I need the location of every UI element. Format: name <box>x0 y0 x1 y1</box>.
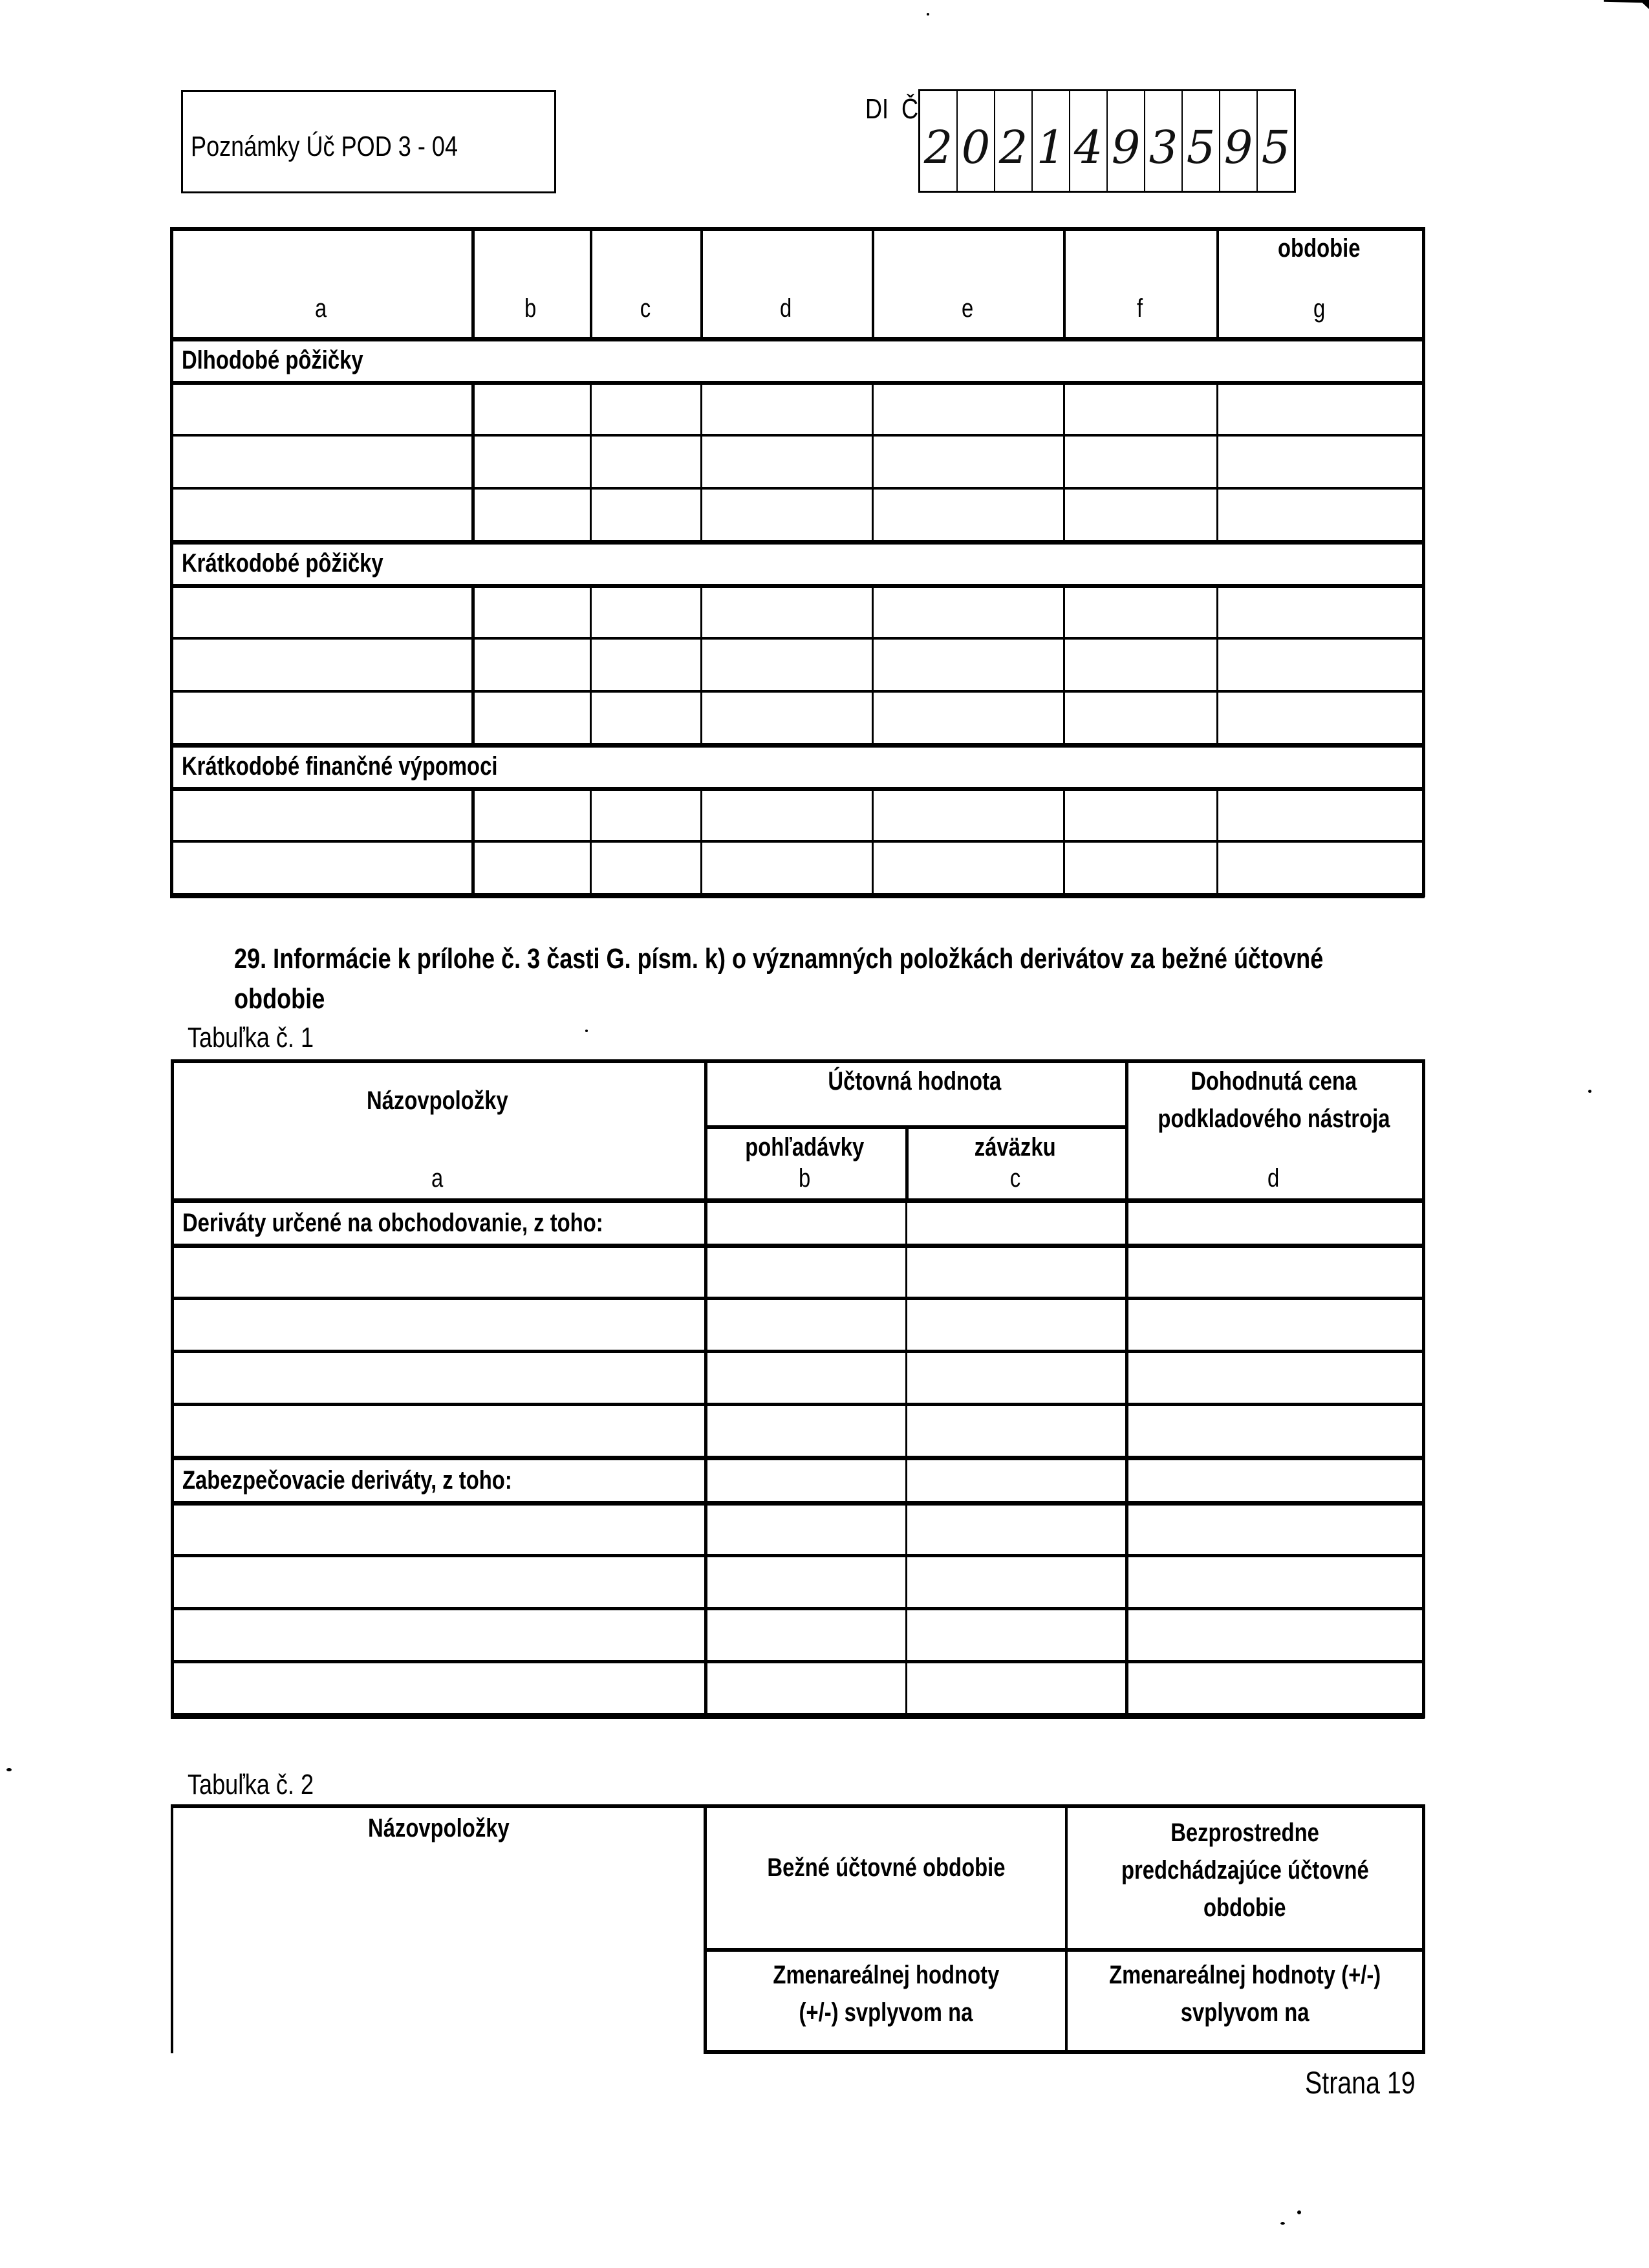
table2-caption-text: Tabuľka č. 2 <box>188 1769 314 1800</box>
table1-cell[interactable] <box>1128 1559 1420 1605</box>
table1-group-header-text: Účtovná hodnota <box>828 1067 1002 1096</box>
loans-table-row-border <box>170 690 1425 693</box>
dic-label-line2: Č <box>901 93 919 125</box>
form-label: Poznámky Úč POD 3 - 04 <box>191 131 458 162</box>
loans-table-cell[interactable] <box>875 844 1061 892</box>
loans-table-col-g-header-text: obdobie <box>1278 234 1361 263</box>
table1-col-border <box>905 1350 907 1403</box>
loans-table-row-border <box>170 637 1425 640</box>
loans-table-col-border <box>700 584 702 637</box>
loans-table-col-border <box>872 690 874 743</box>
loans-table-col-d <box>700 294 872 323</box>
loans-table-cell[interactable] <box>1066 438 1214 486</box>
loans-table-cell[interactable] <box>173 791 469 839</box>
table1-col-border <box>905 1660 907 1713</box>
table2-col-b-subheader <box>707 1956 1065 2031</box>
table2-col-c-subheader <box>1068 1956 1422 2031</box>
loans-table-row-border <box>170 840 1425 843</box>
loans-table-col-border <box>872 434 874 487</box>
page-number <box>1305 2066 1439 2101</box>
loans-table-section-border <box>170 540 1425 545</box>
table1-row-border <box>171 1660 1425 1663</box>
loans-table-section-border <box>170 337 1425 341</box>
table1-cell[interactable] <box>707 1301 903 1348</box>
table1-cell[interactable] <box>174 1407 702 1454</box>
loans-table-col-border <box>700 637 702 690</box>
loans-table-col-border <box>1063 381 1065 434</box>
table1-cell[interactable] <box>174 1506 702 1552</box>
loans-table-col-border <box>1216 787 1218 840</box>
loans-table-col-border <box>1063 584 1065 637</box>
loans-table-row-border <box>170 487 1425 490</box>
table1-top-border <box>171 1059 1425 1063</box>
loans-table-col-border <box>590 840 592 893</box>
table1-cell[interactable] <box>909 1204 1123 1242</box>
table1-col-c-header <box>905 1133 1125 1162</box>
table2-col-b-header-text: Bežné účtovné obdobie <box>766 1853 1006 1882</box>
loans-table-col-border <box>1216 434 1218 487</box>
dic-digit-cell[interactable] <box>956 91 994 191</box>
table1-cell[interactable] <box>707 1204 903 1242</box>
table1-col-b-header-text: pohľadávky <box>745 1133 865 1161</box>
loans-table-cell[interactable] <box>475 641 588 689</box>
loans-table-cell[interactable] <box>173 385 469 433</box>
table1-cell[interactable] <box>1128 1204 1420 1242</box>
loans-table-top-border <box>170 227 1425 231</box>
dic-digit-cell[interactable] <box>1069 91 1106 191</box>
loans-table-col-e <box>872 294 1063 323</box>
table1-cell[interactable] <box>1128 1354 1420 1401</box>
table2-col-c-sub-line1: Zmenareálnej hodnoty (+/-) <box>1108 1961 1381 1989</box>
table1-cell[interactable] <box>909 1461 1123 1500</box>
loans-table-section-title-text: Krátkodobé finančné výpomoci <box>182 752 498 781</box>
table1-cell[interactable] <box>707 1407 903 1454</box>
table1-cell[interactable] <box>707 1612 903 1658</box>
table1-col-a-header-text: Názovpoložky <box>367 1086 508 1115</box>
section29-heading-text: 29. Informácie k prílohe č. 3 časti G. písm. k) o významných položkách derivátov za bežné účtovné <box>234 943 1324 975</box>
loans-table-cell[interactable] <box>1066 694 1214 742</box>
loans-table-cell[interactable] <box>1220 641 1420 689</box>
table1-row-border <box>171 1554 1425 1557</box>
loans-table-left-border <box>170 227 173 897</box>
table1-cell[interactable] <box>1128 1665 1420 1711</box>
table1-cell[interactable] <box>909 1559 1123 1605</box>
loans-table-col-border <box>700 840 702 893</box>
table1-col-d-header-line1-text: Dohodnutá cena <box>1191 1067 1357 1096</box>
loans-table-col-border <box>872 787 874 840</box>
table2-caption <box>188 1769 341 1801</box>
loans-table-cell[interactable] <box>173 438 469 486</box>
scan-speck <box>1297 2210 1301 2214</box>
loans-table-section-title <box>182 346 764 375</box>
loans-table-col-border <box>1216 381 1218 434</box>
table2-bottom-border <box>704 2050 1425 2054</box>
loans-table-cell[interactable] <box>1066 844 1214 892</box>
table1-col-border <box>905 1297 907 1350</box>
scan-speck <box>927 13 929 16</box>
loans-table-section-title <box>182 752 764 781</box>
table2-col-b-sub-line2: (+/-) svplyvom na <box>799 1998 973 2027</box>
table1-group-header <box>704 1067 1125 1096</box>
loans-table-cell[interactable] <box>1066 588 1214 636</box>
loans-table-cell[interactable] <box>704 491 870 539</box>
dic-digit: 0 <box>961 121 991 174</box>
table1-cell[interactable] <box>1128 1407 1420 1454</box>
table1-section-border <box>171 1198 1425 1203</box>
table1-section-title <box>182 1209 700 1238</box>
loans-table-col-c <box>590 294 700 323</box>
loans-table-col-border <box>1063 840 1065 893</box>
loans-table-cell[interactable] <box>593 438 698 486</box>
table1-col-border <box>905 1403 907 1456</box>
table1-col-border <box>905 1554 907 1607</box>
table1-row-border <box>171 1403 1425 1406</box>
table1-row-border <box>171 1501 1425 1506</box>
table1-cell[interactable] <box>1128 1248 1420 1295</box>
loans-table-cell[interactable] <box>1220 438 1420 486</box>
dic-digit: 2 <box>998 121 1028 174</box>
dic-digit: 9 <box>1223 121 1253 174</box>
form-label-box <box>181 90 556 193</box>
table1-cell[interactable] <box>707 1559 903 1605</box>
table1-col-b-header <box>704 1133 905 1162</box>
table1-cell[interactable] <box>909 1506 1123 1552</box>
table1-col-border <box>905 1501 907 1554</box>
loans-table-cell[interactable] <box>475 385 588 433</box>
dic-digit: 2 <box>923 121 953 174</box>
table1-cell[interactable] <box>1128 1506 1420 1552</box>
table1-section-title-text: Deriváty určené na obchodovanie, z toho: <box>182 1209 603 1237</box>
section29-heading-line1 <box>234 943 1562 975</box>
table1-group-border <box>704 1125 1125 1129</box>
dic-digit-cell[interactable] <box>1106 91 1144 191</box>
section29-heading-text2: obdobie <box>234 983 325 1015</box>
loans-table-cell[interactable] <box>475 588 588 636</box>
loans-table-col-g-text: g <box>1313 294 1326 323</box>
loans-table-cell[interactable] <box>1066 791 1214 839</box>
loans-table-col-c-text: c <box>640 294 651 323</box>
loans-table-col-border <box>1216 840 1218 893</box>
page-number-text: Strana 19 <box>1305 2066 1416 2101</box>
loans-table-cell[interactable] <box>704 694 870 742</box>
dic-digit: 1 <box>1036 121 1066 174</box>
scan-corner-mark <box>1604 0 1649 9</box>
dic-digit: 4 <box>1073 121 1103 174</box>
table1-row-border <box>171 1244 1425 1248</box>
loans-table-cell[interactable] <box>475 791 588 839</box>
dic-label-line1: DI <box>865 93 889 125</box>
loans-table-col-border <box>1216 637 1218 690</box>
loans-table-cell[interactable] <box>704 385 870 433</box>
table2-col-c-sub-line2: svplyvom na <box>1180 1998 1310 2027</box>
table1-col-border <box>905 1607 907 1660</box>
table2-right-border <box>1422 1804 1425 2053</box>
loans-table-cell[interactable] <box>173 491 469 539</box>
loans-table-section-title-text: Dlhodobé pôžičky <box>182 346 363 374</box>
loans-table-cell[interactable] <box>1220 588 1420 636</box>
table2-col-c-header-line2: predchádzajúce účtovné <box>1121 1856 1369 1885</box>
table2-col-b-sub-line1: Zmenareálnej hodnoty <box>773 1961 999 1989</box>
table1-cell[interactable] <box>1128 1612 1420 1658</box>
loans-table-col-border <box>872 840 874 893</box>
table1-cell[interactable] <box>707 1506 903 1552</box>
table2-col-b-header <box>707 1853 1065 1883</box>
table1-caption-text: Tabuľka č. 1 <box>188 1022 314 1053</box>
table1-cell[interactable] <box>1128 1301 1420 1348</box>
table1-col-b-letter <box>704 1164 905 1193</box>
table1-section-title <box>182 1466 700 1495</box>
loans-table-cell[interactable] <box>704 844 870 892</box>
loans-table-cell[interactable] <box>1220 694 1420 742</box>
table1-col-c-header-text: záväzku <box>975 1133 1056 1161</box>
table1-cell[interactable] <box>909 1248 1123 1295</box>
loans-table-col-e-text: e <box>961 294 974 323</box>
table1-cell[interactable] <box>909 1665 1123 1711</box>
table1-cell[interactable] <box>174 1665 702 1711</box>
loans-table-cell[interactable] <box>704 641 870 689</box>
loans-table-col-border <box>590 381 592 434</box>
loans-table-cell[interactable] <box>875 385 1061 433</box>
table1-col-a-letter-text: a <box>431 1164 444 1193</box>
table1-col-a-letter <box>171 1164 704 1193</box>
dic-digit-cell[interactable] <box>920 91 956 191</box>
loans-table-cell[interactable] <box>593 588 698 636</box>
table1-caption <box>188 1022 341 1054</box>
loans-table-section-title-text: Krátkodobé pôžičky <box>182 549 383 578</box>
loans-table-col-border <box>590 637 592 690</box>
loans-table-col-a-text: a <box>314 294 327 323</box>
loans-table-col-border <box>590 487 592 540</box>
loans-table-col-border <box>590 584 592 637</box>
table1-row-border <box>171 1297 1425 1300</box>
loans-table-col-border <box>700 381 702 434</box>
table2-top-border <box>171 1804 1425 1808</box>
loans-table-col-border <box>590 434 592 487</box>
scan-speck <box>1588 1090 1591 1093</box>
loans-table-col-border <box>700 487 702 540</box>
table1-col-d-letter <box>1125 1164 1422 1193</box>
loans-table-col-border <box>1063 637 1065 690</box>
loans-table-cell[interactable] <box>704 438 870 486</box>
loans-table-col-border <box>700 690 702 743</box>
loans-table-col-border <box>1063 487 1065 540</box>
dic-digit: 5 <box>1261 121 1291 174</box>
table1-cell[interactable] <box>909 1407 1123 1454</box>
loans-table-cell[interactable] <box>475 694 588 742</box>
loans-table-col-border <box>590 690 592 743</box>
dic-digit: 5 <box>1186 121 1216 174</box>
dic-digit-cell[interactable] <box>1256 91 1294 191</box>
loans-table-cell[interactable] <box>1220 844 1420 892</box>
table1-row-border <box>171 1350 1425 1353</box>
dic-digit: 3 <box>1148 121 1178 174</box>
loans-table-col-border <box>1063 434 1065 487</box>
loans-table-cell[interactable] <box>593 844 698 892</box>
loans-table-cell[interactable] <box>875 438 1061 486</box>
table1-section-title-text: Zabezpečovacie deriváty, z toho: <box>182 1466 512 1495</box>
table1-cell[interactable] <box>909 1612 1123 1658</box>
table1-col-d-header-line1 <box>1125 1067 1422 1096</box>
loans-table-col-border <box>872 487 874 540</box>
loans-table-cell[interactable] <box>1220 491 1420 539</box>
table2-col-a-header-text: Názovpoložky <box>367 1814 510 1842</box>
loans-table-cell[interactable] <box>475 491 588 539</box>
table2-col-c-header-line1: Bezprostredne <box>1170 1819 1319 1847</box>
loans-table-section-title <box>182 549 764 578</box>
table1-cell[interactable] <box>174 1354 702 1401</box>
loans-table-cell[interactable] <box>173 641 469 689</box>
loans-table-col-b <box>471 294 590 323</box>
loans-table-col-border <box>1216 584 1218 637</box>
scan-speck <box>6 1768 12 1771</box>
loans-table-col-f-text: f <box>1136 294 1143 323</box>
table1-col-border <box>905 1244 907 1297</box>
loans-table-cell[interactable] <box>593 385 698 433</box>
dic-digit-cell[interactable] <box>1031 91 1069 191</box>
table1-col-d-header-line2 <box>1125 1105 1422 1134</box>
loans-table-cell[interactable] <box>1220 385 1420 433</box>
table1-col-d-header-line2-text: podkladového nástroja <box>1157 1105 1390 1133</box>
table1-right-border <box>1422 1059 1425 1718</box>
loans-table-cell[interactable] <box>875 791 1061 839</box>
loans-table-section-border <box>170 743 1425 748</box>
table2-col-c-header-line3: obdobie <box>1203 1894 1286 1922</box>
loans-table-cell[interactable] <box>173 694 469 742</box>
table1-cell[interactable] <box>909 1354 1123 1401</box>
table1-left-border <box>171 1059 174 1718</box>
loans-table-col-f <box>1063 294 1216 323</box>
loans-table-cell[interactable] <box>1066 385 1214 433</box>
loans-table-cell[interactable] <box>875 588 1061 636</box>
loans-table-col-border <box>590 787 592 840</box>
loans-table-cell[interactable] <box>593 491 698 539</box>
table1-cell[interactable] <box>174 1301 702 1348</box>
loans-table-col-border <box>1063 690 1065 743</box>
table2-col-a-header <box>173 1814 704 1843</box>
loans-table-col-border <box>872 637 874 690</box>
table1-col-d-letter-text: d <box>1267 1164 1280 1193</box>
scan-speck <box>585 1030 588 1032</box>
table2-subheader-border <box>704 1948 1425 1952</box>
loans-table-col-b-text: b <box>524 294 537 323</box>
loans-table-cell[interactable] <box>173 588 469 636</box>
loans-table-cell[interactable] <box>1066 641 1214 689</box>
loans-table-col-border <box>1216 487 1218 540</box>
loans-table-cell[interactable] <box>475 438 588 486</box>
table1-col-border <box>905 1198 907 1244</box>
table1-col-a-header <box>171 1086 704 1116</box>
loans-table-cell[interactable] <box>593 694 698 742</box>
loans-table-col-g-header <box>1216 234 1422 263</box>
table1-bottom-border <box>171 1713 1425 1719</box>
section29-heading-line2 <box>234 983 345 1015</box>
table1-cell[interactable] <box>174 1612 702 1658</box>
loans-table-row-border <box>170 893 1425 898</box>
table1-cell[interactable] <box>174 1559 702 1605</box>
loans-table-col-border <box>872 584 874 637</box>
loans-table-cell[interactable] <box>1066 491 1214 539</box>
loans-table-cell[interactable] <box>875 641 1061 689</box>
loans-table-col-border <box>700 787 702 840</box>
loans-table-cell[interactable] <box>704 791 870 839</box>
loans-table-col-border <box>1063 787 1065 840</box>
table1-section-border <box>171 1456 1425 1460</box>
loans-table-col-g <box>1216 294 1422 323</box>
loans-table-cell[interactable] <box>1220 791 1420 839</box>
table1-cell[interactable] <box>707 1665 903 1711</box>
dic-digit: 9 <box>1111 121 1141 174</box>
table1-cell[interactable] <box>909 1301 1123 1348</box>
dic-digit-cell[interactable] <box>1181 91 1219 191</box>
loans-table-cell[interactable] <box>704 588 870 636</box>
loans-table-col-a <box>170 294 471 323</box>
loans-table-right-border <box>1422 227 1425 897</box>
table1-cell[interactable] <box>1128 1461 1420 1500</box>
loans-table-cell[interactable] <box>875 694 1061 742</box>
dic-digit-cell[interactable] <box>1144 91 1181 191</box>
dic-field[interactable] <box>918 89 1296 193</box>
table1-cell[interactable] <box>707 1461 903 1500</box>
loans-table-col-d-text: d <box>780 294 792 323</box>
dic-digit-cell[interactable] <box>1219 91 1256 191</box>
loans-table-col-border <box>872 381 874 434</box>
loans-table-col-border <box>1216 690 1218 743</box>
table1-cell[interactable] <box>707 1354 903 1401</box>
table1-col-c-letter <box>905 1164 1125 1193</box>
loans-table-cell[interactable] <box>593 641 698 689</box>
table1-col-b-letter-text: b <box>799 1164 811 1193</box>
loans-table-cell[interactable] <box>593 791 698 839</box>
loans-table-cell[interactable] <box>475 844 588 892</box>
loans-table-cell[interactable] <box>875 491 1061 539</box>
scan-speck <box>1280 2222 1285 2225</box>
table1-row-border <box>171 1607 1425 1610</box>
table1-col-c-letter-text: c <box>1009 1164 1021 1193</box>
loans-table-cell[interactable] <box>173 844 469 892</box>
dic-digit-cell[interactable] <box>994 91 1031 191</box>
table2-col-c-header <box>1068 1814 1422 1927</box>
loans-table-row-border <box>170 434 1425 437</box>
table1-col-border <box>905 1456 907 1501</box>
table1-cell[interactable] <box>174 1248 702 1295</box>
dic-label <box>865 91 922 128</box>
table1-cell[interactable] <box>707 1248 903 1295</box>
loans-table-col-border <box>700 434 702 487</box>
